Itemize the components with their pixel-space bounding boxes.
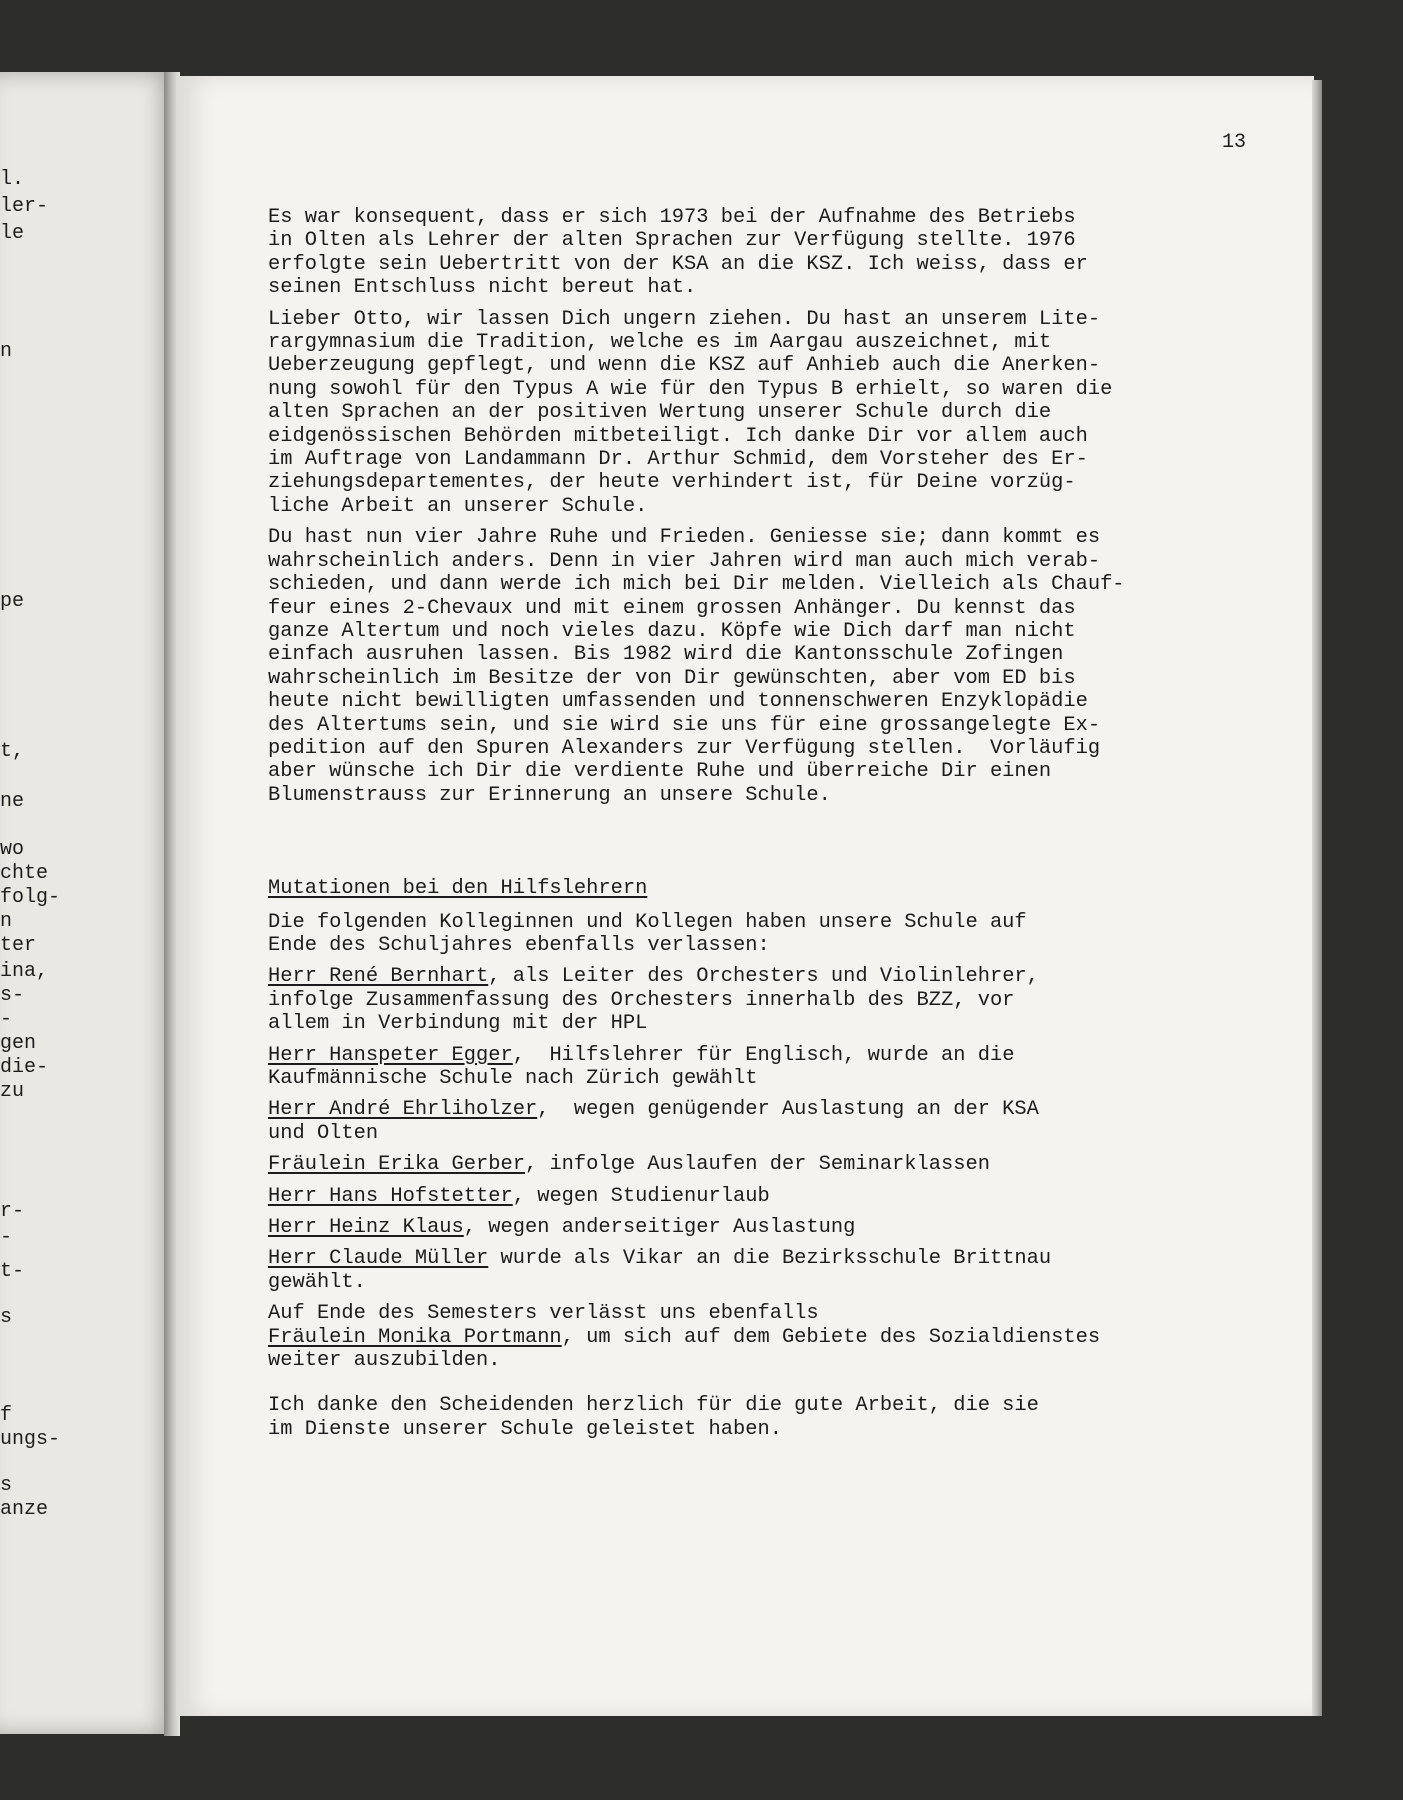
text-line: Blumenstrauss zur Erinnerung an unsere Schule. [268,783,831,807]
left-page-fragment: - [0,1226,13,1249]
closing-paragraph [268,1394,1248,1441]
text-line: einfach ausruhen lassen. Bis 1982 wird die Kantonsschule Zofingen [268,643,1064,667]
staff-entry [268,1247,1248,1294]
semester-entry [268,1302,1248,1372]
section-heading-block [268,877,1248,900]
staff-reason: , infolge Auslaufen der Seminarklassen [524,1153,990,1177]
left-page-fragment: zu [0,1080,25,1103]
left-page-fragment: f [0,1404,13,1427]
staff-entry [268,1153,1248,1176]
left-page-fragment: ler- [0,195,49,218]
text-line: ganze Altertum und noch vieles dazu. Köpfe wie Dich darf man nicht [268,619,1076,643]
left-page-fragment: n [0,340,13,363]
text-line: in Olten als Lehrer der alten Sprachen zur Verfügung stellte. 1976 [268,229,1076,253]
staff-reason: , um sich auf dem Gebiete des Sozialdienstes [561,1325,1101,1349]
text-line: heute nicht bewilligten umfassenden und tonnenschweren Enzyklopädie [268,690,1088,714]
left-page-fragment: chte [0,862,49,885]
text-line: Du hast nun vier Jahre Ruhe und Frieden. Geniesse sie; dann kommt es [268,526,1101,550]
staff-name: Herr Hanspeter Egger [268,1043,513,1067]
text-line: allem in Verbindung mit der HPL [268,1012,648,1036]
left-page-fragment: folg- [0,886,61,909]
staff-reason: , wegen genügender Auslastung an der KSA [537,1098,1039,1122]
left-page-fragment: ne [0,790,25,813]
staff-entry [268,1216,1248,1239]
text-line: aber wünsche ich Dir die verdiente Ruhe und überreiche Dir einen [268,760,1052,784]
text-line: Lieber Otto, wir lassen Dich ungern ziehen. Du hast an unserem Lite- [268,307,1101,331]
text-line: des Altertums sein, und sie wird sie uns für eine grossangelegte Ex- [268,713,1101,737]
text-line: Ich danke den Scheidenden herzlich für die gute Arbeit, die sie [268,1394,1039,1418]
text-line: Ende des Schuljahres ebenfalls verlassen: [268,933,770,957]
left-page [0,72,176,1734]
text-line [268,1326,1248,1349]
left-page-fragment: s- [0,984,25,1007]
text-line: ziehungsdepartementes, der heute verhindert ist, für Deine vorzüg- [268,471,1076,495]
staff-name: Fräulein Monika Portmann [268,1325,562,1349]
left-page-fragment: n [0,910,13,933]
text-line: erfolgte sein Uebertritt von der KSA an die KSZ. Ich weiss, dass er [268,252,1088,276]
staff-entry [268,1044,1248,1091]
staff-name: Herr Claude Müller [268,1247,489,1271]
text-line: Auf Ende des Semesters verlässt uns ebenfalls [268,1302,819,1326]
text-line: Die folgenden Kolleginnen und Kollegen haben unsere Schule auf [268,910,1027,934]
text-line: gewählt. [268,1270,366,1294]
text-line [268,1185,1248,1208]
text-line: nung sowohl für den Typus A wie für den Typus B erhielt, so waren die [268,377,1113,401]
text-line: liche Arbeit an unserer Schule. [268,494,648,518]
text-line: im Dienste unserer Schule geleistet haben. [268,1417,782,1441]
text-line: rargymnasium die Tradition, welche es im Aargau auszeichnet, mit [268,331,1052,355]
text-line [268,1098,1248,1121]
text-line: Kaufmännische Schule nach Zürich gewählt [268,1067,758,1090]
staff-name: Herr André Ehrliholzer [268,1098,538,1122]
section-intro [268,911,1248,958]
staff-reason: wurde als Vikar an die Bezirksschule Brittnau [488,1247,1052,1271]
paragraph [268,308,1248,519]
left-page-fragment: - [0,1008,13,1031]
left-page-fragment: ter [0,934,37,957]
paragraph [268,206,1248,300]
staff-name: Herr Hans Hofstetter [268,1184,513,1208]
staff-entry [268,1185,1248,1208]
text-line [268,1216,1248,1239]
text-line: wahrscheinlich im Besitze der von Dir gewünschten, aber vom ED bis [268,666,1076,690]
text-line [268,1044,1248,1067]
staff-reason: , Hilfslehrer für Englisch, wurde an die [512,1043,1015,1067]
left-page-fragment: pe [0,590,25,613]
text-line: pedition auf den Spuren Alexanders zur Verfügung stellen. Vorläufig [268,736,1101,760]
left-page-fragment: l. [0,168,25,191]
text-line: infolge Zusammenfassung des Orchesters innerhalb des BZZ, vor [268,988,1015,1012]
text-line [268,1247,1248,1270]
staff-name: Herr René Bernhart [268,965,489,989]
text-line [268,965,1248,988]
staff-reason: , wegen anderseitiger Auslastung [463,1216,856,1240]
staff-name: Fräulein Erika Gerber [268,1153,525,1177]
text-line: feur eines 2-Chevaux und mit einem grossen Anhänger. Du kennst das [268,596,1076,620]
staff-name: Herr Heinz Klaus [268,1216,464,1240]
text-line: eidgenössischen Behörden mitbeteiligt. Ich danke Dir vor allem auch [268,424,1088,448]
section-heading: Mutationen bei den Hilfslehrern [268,877,648,901]
left-page-fragment: r- [0,1200,25,1223]
page-edge [1312,80,1322,1716]
text-line: Es war konsequent, dass er sich 1973 bei der Aufnahme des Betriebs [268,206,1076,229]
text-line: Ueberzeugung gepflegt, und wenn die KSZ auf Anhieb auch die Anerken- [268,354,1101,378]
text-line: alten Sprachen an der positiven Wertung unserer Schule durch die [268,401,1052,425]
left-page-fragment: die- [0,1056,49,1079]
left-page-fragment: s [0,1306,13,1329]
left-page-fragment: ina, [0,960,49,983]
text-line: im Auftrage von Landammann Dr. Arthur Schmid, dem Vorsteher des Er- [268,448,1088,472]
left-page-fragment: s [0,1474,13,1497]
text-line: weiter auszubilden. [268,1349,501,1373]
left-page-fragment: ungs- [0,1428,61,1451]
text-line: wahrscheinlich anders. Denn in vier Jahren wird man auch mich verab- [268,549,1101,573]
left-page-fragment: gen [0,1032,37,1055]
page-content [268,206,1248,1449]
left-page-fragment: anze [0,1498,49,1521]
text-line: seinen Entschluss nicht bereut hat. [268,276,697,300]
staff-entry [268,965,1248,1035]
text-line: schieden, und dann werde ich mich bei Dir melden. Vielleich als Chauf- [268,573,1125,597]
left-page-fragment: t, [0,740,25,763]
left-page-fragment: t- [0,1260,25,1283]
staff-reason: , als Leiter des Orchesters und Violinlehrer, [488,965,1039,989]
staff-entry [268,1098,1248,1145]
page-number: 13 [1222,131,1247,154]
staff-reason: , wegen Studienurlaub [512,1184,770,1208]
left-page-fragment: wo [0,838,25,861]
left-page-fragment: le [0,222,25,245]
text-line: und Olten [268,1121,379,1145]
paragraph [268,526,1248,807]
text-line [268,1153,1248,1176]
